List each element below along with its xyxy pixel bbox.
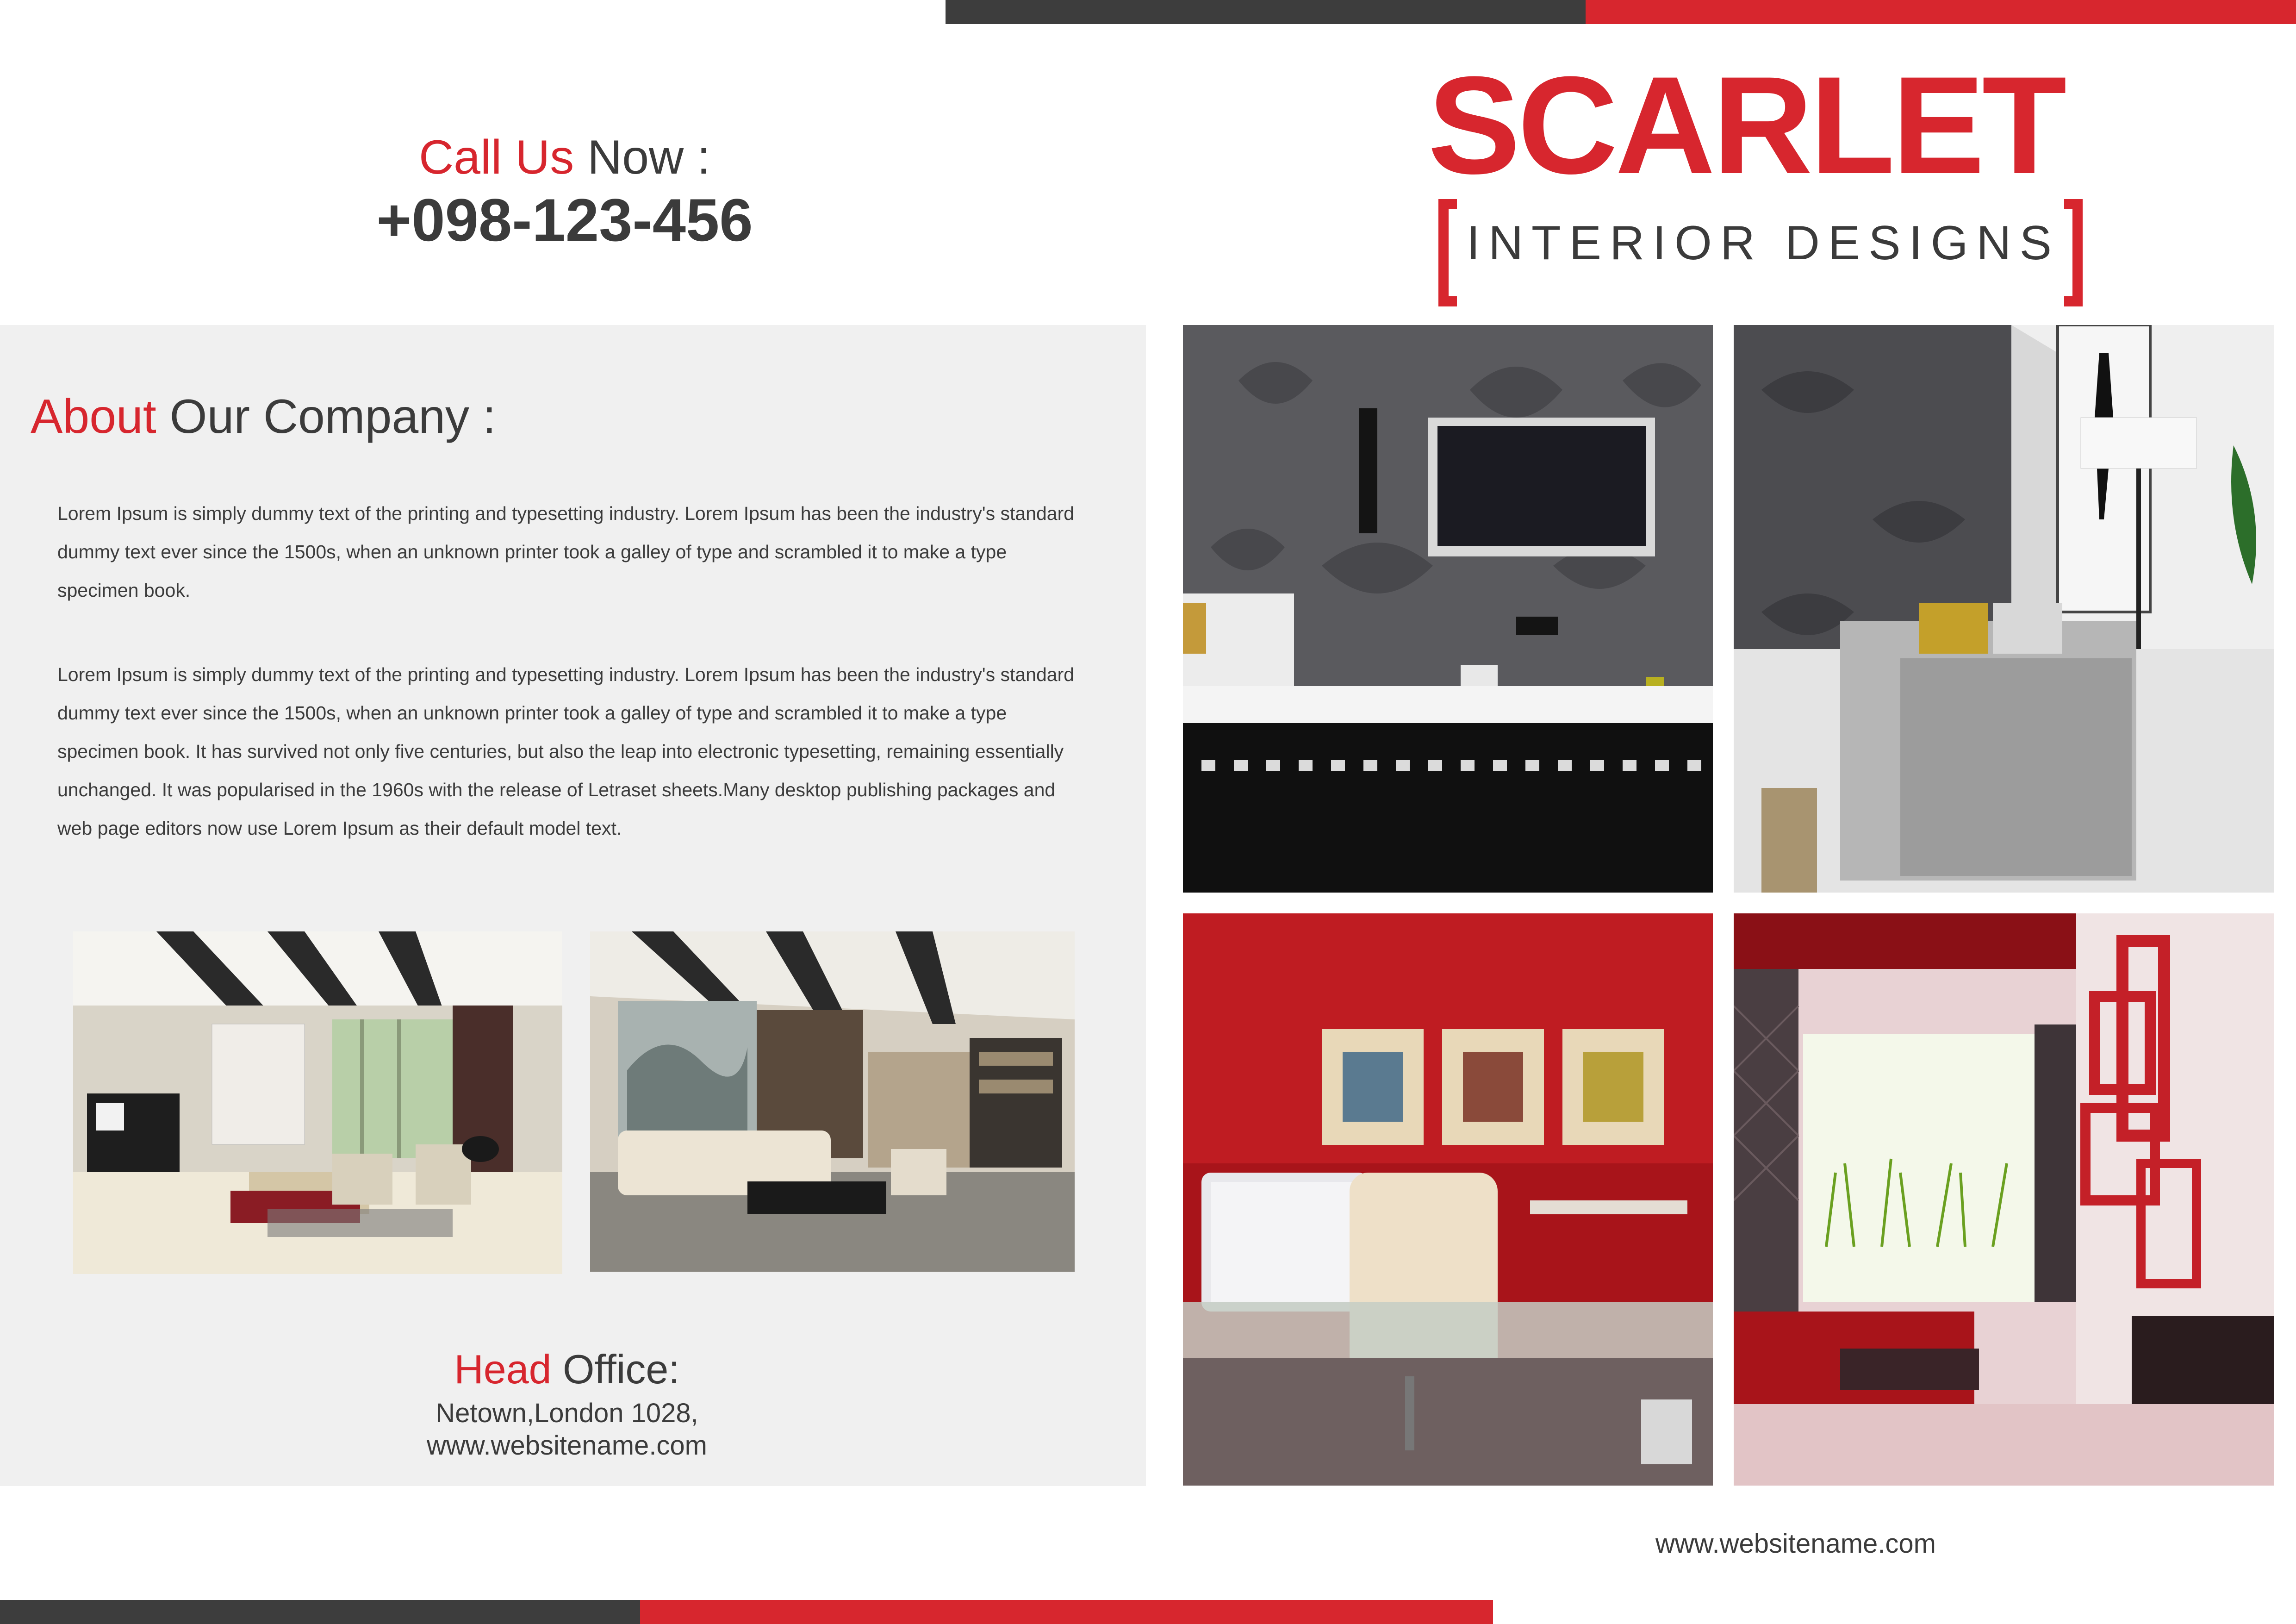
head-office-red: Head: [454, 1346, 552, 1392]
about-heading-red: About: [31, 390, 156, 443]
about-paragraph-1: Lorem Ipsum is simply dummy text of the printing and typesetting industry. Lorem Ipsum has been the industry's standard dummy text ever since the 1500s, when an unknown printer took a galley of type and scrambled it to make a type specimen book.: [57, 503, 1075, 601]
call-us-now-label: Now :: [574, 131, 710, 184]
office-website-link[interactable]: www.websitename.com: [427, 1430, 707, 1461]
about-heading: [31, 389, 496, 444]
office-address: Netown,London 1028,: [436, 1398, 698, 1428]
head-office-heading: [370, 1346, 764, 1393]
footer-website-link[interactable]: www.websitename.com: [1655, 1529, 1936, 1559]
gray-tv-room-photo: [1183, 325, 1713, 893]
bottom-bar-red: [640, 1600, 1493, 1624]
red-office-photo: [1183, 913, 1713, 1486]
left-bracket-icon: [1438, 199, 1457, 306]
gray-sofa-room-photo: [1734, 325, 2274, 893]
brand-tagline: INTERIOR DESIGNS: [1467, 216, 2060, 270]
call-us-heading: [278, 130, 852, 185]
bottom-bar-dark: [0, 1600, 640, 1624]
top-bar-red: [1586, 0, 2296, 24]
top-bar-dark: [946, 0, 1586, 24]
call-us-label: Call Us: [419, 131, 574, 184]
red-lounge-photo: [1734, 913, 2274, 1486]
phone-number[interactable]: +098-123-456: [376, 186, 753, 254]
head-office-dark: Office:: [551, 1346, 680, 1392]
about-heading-dark: Our Company :: [156, 390, 496, 443]
brand-name: SCARLET: [1428, 47, 2064, 203]
living-room-photo-1: [73, 931, 562, 1274]
right-bracket-icon: [2064, 199, 2083, 306]
living-room-photo-2: [590, 931, 1075, 1272]
about-paragraph-2: Lorem Ipsum is simply dummy text of the printing and typesetting industry. Lorem Ipsum has been the industry's standard dummy text ever since the 1500s, when an unknown printer took a galley of type and scrambled it to make a type specimen book. It has survived not only five centuries, but also the leap into electronic typesetting, remaining essentially unchanged. It was popularised in the 1960s with the release of Letraset sheets.Many desktop publishing packages and web page editors now use Lorem Ipsum as their default model text.: [57, 664, 1075, 839]
